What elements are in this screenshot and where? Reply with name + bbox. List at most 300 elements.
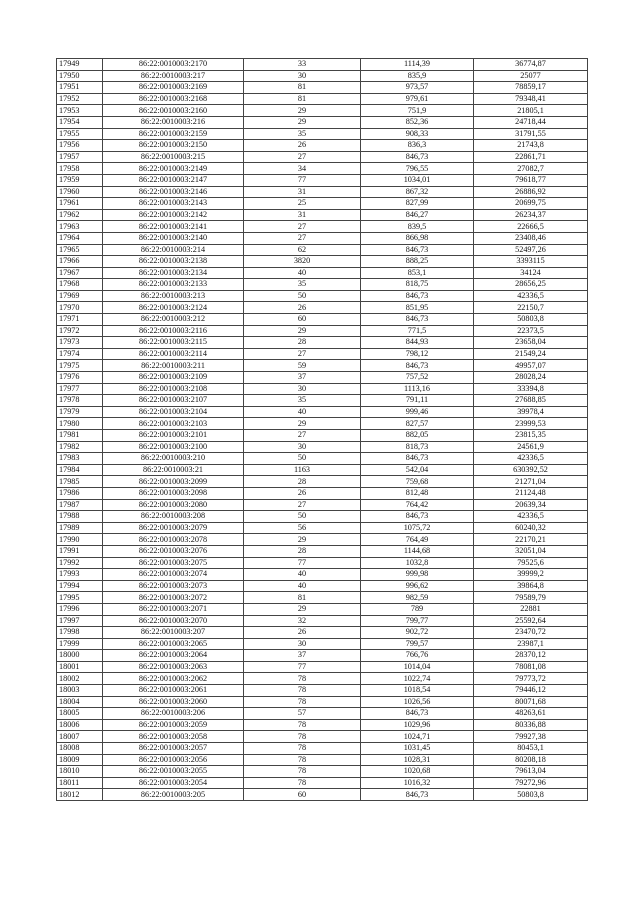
area-cell: 26 — [244, 140, 361, 152]
area-cell: 40 — [244, 267, 361, 279]
cadastral-value-cell: 23987,1 — [474, 638, 588, 650]
cadastral-value-cell: 34124 — [474, 267, 588, 279]
cadastral-value-cell: 22666,5 — [474, 221, 588, 233]
cadastral-value-cell: 50803,8 — [474, 789, 588, 801]
cadastral-value-cell: 80336,88 — [474, 719, 588, 731]
row-number-cell: 17977 — [57, 383, 103, 395]
specific-value-cell: 827,57 — [361, 418, 474, 430]
table-row — [57, 93, 588, 105]
cadastral-value-cell: 52497,26 — [474, 244, 588, 256]
row-number-cell: 17999 — [57, 638, 103, 650]
cadastral-value-cell: 21271,04 — [474, 476, 588, 488]
table-row — [57, 163, 588, 175]
table-row — [57, 499, 588, 511]
cadastral-number-cell: 86:22:0010003:2134 — [103, 267, 244, 279]
table-row — [57, 383, 588, 395]
specific-value-cell: 836,3 — [361, 140, 474, 152]
row-number-cell: 18001 — [57, 661, 103, 673]
cadastral-value-cell: 24561,9 — [474, 441, 588, 453]
cadastral-value-cell: 22373,5 — [474, 325, 588, 337]
table-row — [57, 140, 588, 152]
row-number-cell: 18006 — [57, 719, 103, 731]
cadastral-value-cell: 21743,8 — [474, 140, 588, 152]
row-number-cell: 17962 — [57, 209, 103, 221]
table-row — [57, 789, 588, 801]
row-number-cell: 17974 — [57, 348, 103, 360]
cadastral-value-cell: 23999,53 — [474, 418, 588, 430]
table-row — [57, 476, 588, 488]
row-number-cell: 17949 — [57, 59, 103, 71]
cadastral-value-cell: 33394,8 — [474, 383, 588, 395]
area-cell: 32 — [244, 615, 361, 627]
row-number-cell: 17963 — [57, 221, 103, 233]
specific-value-cell: 1020,68 — [361, 766, 474, 778]
specific-value-cell: 1075,72 — [361, 522, 474, 534]
area-cell: 56 — [244, 522, 361, 534]
area-cell: 59 — [244, 360, 361, 372]
row-number-cell: 17973 — [57, 337, 103, 349]
row-number-cell: 17995 — [57, 592, 103, 604]
cadastral-value-cell: 27082,7 — [474, 163, 588, 175]
area-cell: 78 — [244, 673, 361, 685]
cadastral-value-cell: 28656,25 — [474, 279, 588, 291]
table-row — [57, 696, 588, 708]
specific-value-cell: 812,48 — [361, 487, 474, 499]
area-cell: 78 — [244, 685, 361, 697]
table-row — [57, 395, 588, 407]
cadastral-number-cell: 86:22:0010003:2057 — [103, 743, 244, 755]
specific-value-cell: 1113,16 — [361, 383, 474, 395]
cadastral-number-cell: 86:22:0010003:2098 — [103, 487, 244, 499]
row-number-cell: 17985 — [57, 476, 103, 488]
cadastral-number-cell: 86:22:0010003:2101 — [103, 430, 244, 442]
specific-value-cell: 908,33 — [361, 128, 474, 140]
specific-value-cell: 999,46 — [361, 406, 474, 418]
area-cell: 37 — [244, 650, 361, 662]
specific-value-cell: 979,61 — [361, 93, 474, 105]
cadastral-value-cell: 50803,8 — [474, 314, 588, 326]
specific-value-cell: 1144,68 — [361, 545, 474, 557]
specific-value-cell: 846,73 — [361, 244, 474, 256]
table-row — [57, 743, 588, 755]
table-row — [57, 615, 588, 627]
cadastral-number-cell: 86:22:0010003:21 — [103, 464, 244, 476]
area-cell: 34 — [244, 163, 361, 175]
row-number-cell: 18004 — [57, 696, 103, 708]
row-number-cell: 17964 — [57, 232, 103, 244]
table-row — [57, 545, 588, 557]
row-number-cell: 17976 — [57, 372, 103, 384]
cadastral-number-cell: 86:22:0010003:2056 — [103, 754, 244, 766]
specific-value-cell: 1028,31 — [361, 754, 474, 766]
table-row — [57, 244, 588, 256]
cadastral-number-cell: 86:22:0010003:2055 — [103, 766, 244, 778]
specific-value-cell: 846,73 — [361, 314, 474, 326]
specific-value-cell: 1029,96 — [361, 719, 474, 731]
specific-value-cell: 846,73 — [361, 151, 474, 163]
table-row — [57, 569, 588, 581]
area-cell: 30 — [244, 638, 361, 650]
row-number-cell: 17975 — [57, 360, 103, 372]
table-row — [57, 302, 588, 314]
cadastral-value-cell: 21124,48 — [474, 487, 588, 499]
row-number-cell: 17965 — [57, 244, 103, 256]
area-cell: 81 — [244, 592, 361, 604]
area-cell: 27 — [244, 151, 361, 163]
area-cell: 78 — [244, 766, 361, 778]
cadastral-number-cell: 86:22:0010003:2062 — [103, 673, 244, 685]
area-cell: 35 — [244, 128, 361, 140]
specific-value-cell: 973,57 — [361, 82, 474, 94]
area-cell: 28 — [244, 476, 361, 488]
cadastral-number-cell: 86:22:0010003:212 — [103, 314, 244, 326]
table-row — [57, 406, 588, 418]
table-row — [57, 592, 588, 604]
table-row — [57, 325, 588, 337]
area-cell: 50 — [244, 453, 361, 465]
cadastral-number-cell: 86:22:0010003:2141 — [103, 221, 244, 233]
cadastral-value-cell: 28370,12 — [474, 650, 588, 662]
row-number-cell: 17957 — [57, 151, 103, 163]
cadastral-number-cell: 86:22:0010003:2079 — [103, 522, 244, 534]
specific-value-cell: 852,36 — [361, 116, 474, 128]
cadastral-number-cell: 86:22:0010003:2103 — [103, 418, 244, 430]
area-cell: 26 — [244, 302, 361, 314]
area-cell: 57 — [244, 708, 361, 720]
row-number-cell: 17991 — [57, 545, 103, 557]
row-number-cell: 17958 — [57, 163, 103, 175]
cadastral-value-cell: 23658,04 — [474, 337, 588, 349]
row-number-cell: 17993 — [57, 569, 103, 581]
specific-value-cell: 846,73 — [361, 789, 474, 801]
cadastral-value-cell: 78081,08 — [474, 661, 588, 673]
cadastral-number-cell: 86:22:0010003:205 — [103, 789, 244, 801]
cadastral-value-cell: 42336,5 — [474, 511, 588, 523]
cadastral-number-cell: 86:22:0010003:2058 — [103, 731, 244, 743]
specific-value-cell: 882,05 — [361, 430, 474, 442]
area-cell: 77 — [244, 557, 361, 569]
cadastral-value-cell: 23470,72 — [474, 627, 588, 639]
table-row — [57, 221, 588, 233]
table-row — [57, 314, 588, 326]
row-number-cell: 18000 — [57, 650, 103, 662]
table-row — [57, 777, 588, 789]
cadastral-value-cell: 42336,5 — [474, 290, 588, 302]
cadastral-value-cell: 80208,18 — [474, 754, 588, 766]
cadastral-number-cell: 86:22:0010003:2168 — [103, 93, 244, 105]
cadastral-number-cell: 86:22:0010003:2064 — [103, 650, 244, 662]
cadastral-value-cell: 22861,71 — [474, 151, 588, 163]
cadastral-number-cell: 86:22:0010003:214 — [103, 244, 244, 256]
area-cell: 26 — [244, 627, 361, 639]
specific-value-cell: 846,27 — [361, 209, 474, 221]
table-row — [57, 256, 588, 268]
row-number-cell: 17982 — [57, 441, 103, 453]
cadastral-value-cell: 79618,77 — [474, 174, 588, 186]
row-number-cell: 17960 — [57, 186, 103, 198]
cadastral-value-cell: 20639,34 — [474, 499, 588, 511]
table-row — [57, 557, 588, 569]
table-row — [57, 290, 588, 302]
specific-value-cell: 1024,71 — [361, 731, 474, 743]
cadastral-value-cell: 79589,79 — [474, 592, 588, 604]
area-cell: 81 — [244, 82, 361, 94]
table-row — [57, 70, 588, 82]
row-number-cell: 17953 — [57, 105, 103, 117]
cadastral-number-cell: 86:22:0010003:2070 — [103, 615, 244, 627]
row-number-cell: 18003 — [57, 685, 103, 697]
row-number-cell: 17998 — [57, 627, 103, 639]
cadastral-number-cell: 86:22:0010003:2159 — [103, 128, 244, 140]
cadastral-number-cell: 86:22:0010003:2099 — [103, 476, 244, 488]
cadastral-value-cell: 42336,5 — [474, 453, 588, 465]
area-cell: 3820 — [244, 256, 361, 268]
cadastral-number-cell: 86:22:0010003:206 — [103, 708, 244, 720]
row-number-cell: 17968 — [57, 279, 103, 291]
cadastral-number-cell: 86:22:0010003:2074 — [103, 569, 244, 581]
table-row — [57, 372, 588, 384]
area-cell: 77 — [244, 174, 361, 186]
table-row — [57, 116, 588, 128]
row-number-cell: 17970 — [57, 302, 103, 314]
specific-value-cell: 851,95 — [361, 302, 474, 314]
cadastral-value-cell: 79927,38 — [474, 731, 588, 743]
specific-value-cell: 789 — [361, 603, 474, 615]
specific-value-cell: 846,73 — [361, 708, 474, 720]
area-cell: 50 — [244, 290, 361, 302]
table-row — [57, 731, 588, 743]
cadastral-value-cell: 80453,1 — [474, 743, 588, 755]
table-row — [57, 580, 588, 592]
area-cell: 37 — [244, 372, 361, 384]
area-cell: 31 — [244, 186, 361, 198]
specific-value-cell: 1022,74 — [361, 673, 474, 685]
row-number-cell: 18005 — [57, 708, 103, 720]
table-row — [57, 511, 588, 523]
specific-value-cell: 982,59 — [361, 592, 474, 604]
specific-value-cell: 846,73 — [361, 511, 474, 523]
table-row — [57, 522, 588, 534]
specific-value-cell: 1018,54 — [361, 685, 474, 697]
specific-value-cell: 766,76 — [361, 650, 474, 662]
table-row — [57, 650, 588, 662]
cadastral-value-cell: 21549,24 — [474, 348, 588, 360]
cadastral-number-cell: 86:22:0010003:2150 — [103, 140, 244, 152]
cadastral-number-cell: 86:22:0010003:213 — [103, 290, 244, 302]
cadastral-value-cell: 27688,85 — [474, 395, 588, 407]
row-number-cell: 17989 — [57, 522, 103, 534]
specific-value-cell: 751,9 — [361, 105, 474, 117]
row-number-cell: 18009 — [57, 754, 103, 766]
specific-value-cell: 818,73 — [361, 441, 474, 453]
table-row — [57, 464, 588, 476]
cadastral-value-cell: 26886,92 — [474, 186, 588, 198]
table-row — [57, 209, 588, 221]
row-number-cell: 17986 — [57, 487, 103, 499]
specific-value-cell: 764,42 — [361, 499, 474, 511]
area-cell: 50 — [244, 511, 361, 523]
cadastral-value-cell: 23815,35 — [474, 430, 588, 442]
specific-value-cell: 844,93 — [361, 337, 474, 349]
cadastral-number-cell: 86:22:0010003:2124 — [103, 302, 244, 314]
specific-value-cell: 1034,01 — [361, 174, 474, 186]
row-number-cell: 17952 — [57, 93, 103, 105]
area-cell: 62 — [244, 244, 361, 256]
cadastral-number-cell: 86:22:0010003:210 — [103, 453, 244, 465]
cadastral-number-cell: 86:22:0010003:217 — [103, 70, 244, 82]
cadastral-number-cell: 86:22:0010003:2076 — [103, 545, 244, 557]
area-cell: 77 — [244, 661, 361, 673]
table-row — [57, 105, 588, 117]
table-row — [57, 534, 588, 546]
area-cell: 33 — [244, 59, 361, 71]
specific-value-cell: 846,73 — [361, 453, 474, 465]
specific-value-cell: 1114,39 — [361, 59, 474, 71]
cadastral-value-cell: 79613,04 — [474, 766, 588, 778]
area-cell: 27 — [244, 499, 361, 511]
cadastral-number-cell: 86:22:0010003:208 — [103, 511, 244, 523]
cadastral-number-cell: 86:22:0010003:2115 — [103, 337, 244, 349]
area-cell: 30 — [244, 70, 361, 82]
row-number-cell: 18002 — [57, 673, 103, 685]
area-cell: 27 — [244, 430, 361, 442]
table-row — [57, 453, 588, 465]
cadastral-number-cell: 86:22:0010003:211 — [103, 360, 244, 372]
cadastral-value-cell: 79773,72 — [474, 673, 588, 685]
cadastral-value-cell: 25592,64 — [474, 615, 588, 627]
table-row — [57, 673, 588, 685]
cadastral-number-cell: 86:22:0010003:2078 — [103, 534, 244, 546]
cadastral-number-cell: 86:22:0010003:2065 — [103, 638, 244, 650]
cadastral-value-cell: 48263,61 — [474, 708, 588, 720]
cadastral-number-cell: 86:22:0010003:2108 — [103, 383, 244, 395]
specific-value-cell: 799,77 — [361, 615, 474, 627]
row-number-cell: 17981 — [57, 430, 103, 442]
cadastral-value-cell: 49957,07 — [474, 360, 588, 372]
specific-value-cell: 791,11 — [361, 395, 474, 407]
row-number-cell: 17972 — [57, 325, 103, 337]
specific-value-cell: 999,98 — [361, 569, 474, 581]
cadastral-value-cell: 22150,7 — [474, 302, 588, 314]
row-number-cell: 17992 — [57, 557, 103, 569]
table-row — [57, 603, 588, 615]
cadastral-value-cell: 23408,46 — [474, 232, 588, 244]
specific-value-cell: 1016,32 — [361, 777, 474, 789]
area-cell: 27 — [244, 348, 361, 360]
row-number-cell: 17961 — [57, 198, 103, 210]
table-row — [57, 186, 588, 198]
row-number-cell: 17988 — [57, 511, 103, 523]
specific-value-cell: 818,75 — [361, 279, 474, 291]
row-number-cell: 17994 — [57, 580, 103, 592]
table-row — [57, 232, 588, 244]
area-cell: 28 — [244, 545, 361, 557]
cadastral-value-cell: 24718,44 — [474, 116, 588, 128]
cadastral-number-cell: 86:22:0010003:216 — [103, 116, 244, 128]
table-row — [57, 627, 588, 639]
row-number-cell: 17979 — [57, 406, 103, 418]
table-row — [57, 430, 588, 442]
cadastral-value-cell: 60240,32 — [474, 522, 588, 534]
table-row — [57, 487, 588, 499]
cadastral-number-cell: 86:22:0010003:207 — [103, 627, 244, 639]
table-row — [57, 441, 588, 453]
cadastral-value-cell: 3393115 — [474, 256, 588, 268]
area-cell: 81 — [244, 93, 361, 105]
specific-value-cell: 1014,04 — [361, 661, 474, 673]
cadastral-value-cell: 31791,55 — [474, 128, 588, 140]
cadastral-value-cell: 36774,87 — [474, 59, 588, 71]
row-number-cell: 17984 — [57, 464, 103, 476]
cadastral-value-cell: 39999,2 — [474, 569, 588, 581]
cadastral-number-cell: 86:22:0010003:2060 — [103, 696, 244, 708]
cadastral-number-cell: 86:22:0010003:2140 — [103, 232, 244, 244]
area-cell: 35 — [244, 279, 361, 291]
area-cell: 27 — [244, 232, 361, 244]
specific-value-cell: 846,73 — [361, 290, 474, 302]
cadastral-value-cell: 79272,96 — [474, 777, 588, 789]
specific-value-cell: 996,62 — [361, 580, 474, 592]
cadastral-value-cell: 39864,8 — [474, 580, 588, 592]
table-row — [57, 766, 588, 778]
area-cell: 78 — [244, 719, 361, 731]
area-cell: 78 — [244, 731, 361, 743]
specific-value-cell: 796,55 — [361, 163, 474, 175]
specific-value-cell: 827,99 — [361, 198, 474, 210]
table-row — [57, 754, 588, 766]
cadastral-number-cell: 86:22:0010003:2107 — [103, 395, 244, 407]
table-row — [57, 59, 588, 71]
table-row — [57, 348, 588, 360]
cadastral-value-cell: 79446,12 — [474, 685, 588, 697]
cadastral-number-cell: 86:22:0010003:2109 — [103, 372, 244, 384]
area-cell: 30 — [244, 383, 361, 395]
table-body — [57, 59, 588, 801]
table-row — [57, 418, 588, 430]
row-number-cell: 17987 — [57, 499, 103, 511]
area-cell: 29 — [244, 418, 361, 430]
cadastral-number-cell: 86:22:0010003:2075 — [103, 557, 244, 569]
table-row — [57, 638, 588, 650]
row-number-cell: 17956 — [57, 140, 103, 152]
area-cell: 78 — [244, 696, 361, 708]
area-cell: 40 — [244, 569, 361, 581]
area-cell: 60 — [244, 789, 361, 801]
cadastral-number-cell: 86:22:0010003:2054 — [103, 777, 244, 789]
row-number-cell: 17959 — [57, 174, 103, 186]
specific-value-cell: 888,25 — [361, 256, 474, 268]
cadastral-value-cell: 79348,41 — [474, 93, 588, 105]
specific-value-cell: 771,5 — [361, 325, 474, 337]
cadastral-number-cell: 86:22:0010003:2169 — [103, 82, 244, 94]
area-cell: 29 — [244, 116, 361, 128]
specific-value-cell: 757,52 — [361, 372, 474, 384]
table-row — [57, 708, 588, 720]
row-number-cell: 17951 — [57, 82, 103, 94]
cadastral-number-cell: 86:22:0010003:2138 — [103, 256, 244, 268]
cadastral-value-cell: 630392,52 — [474, 464, 588, 476]
area-cell: 30 — [244, 441, 361, 453]
cadastral-number-cell: 86:22:0010003:2100 — [103, 441, 244, 453]
cadastral-number-cell: 86:22:0010003:2080 — [103, 499, 244, 511]
specific-value-cell: 835,9 — [361, 70, 474, 82]
area-cell: 28 — [244, 337, 361, 349]
cadastral-number-cell: 86:22:0010003:2116 — [103, 325, 244, 337]
cadastral-number-cell: 86:22:0010003:2142 — [103, 209, 244, 221]
cadastral-number-cell: 86:22:0010003:2104 — [103, 406, 244, 418]
specific-value-cell: 902,72 — [361, 627, 474, 639]
area-cell: 29 — [244, 603, 361, 615]
